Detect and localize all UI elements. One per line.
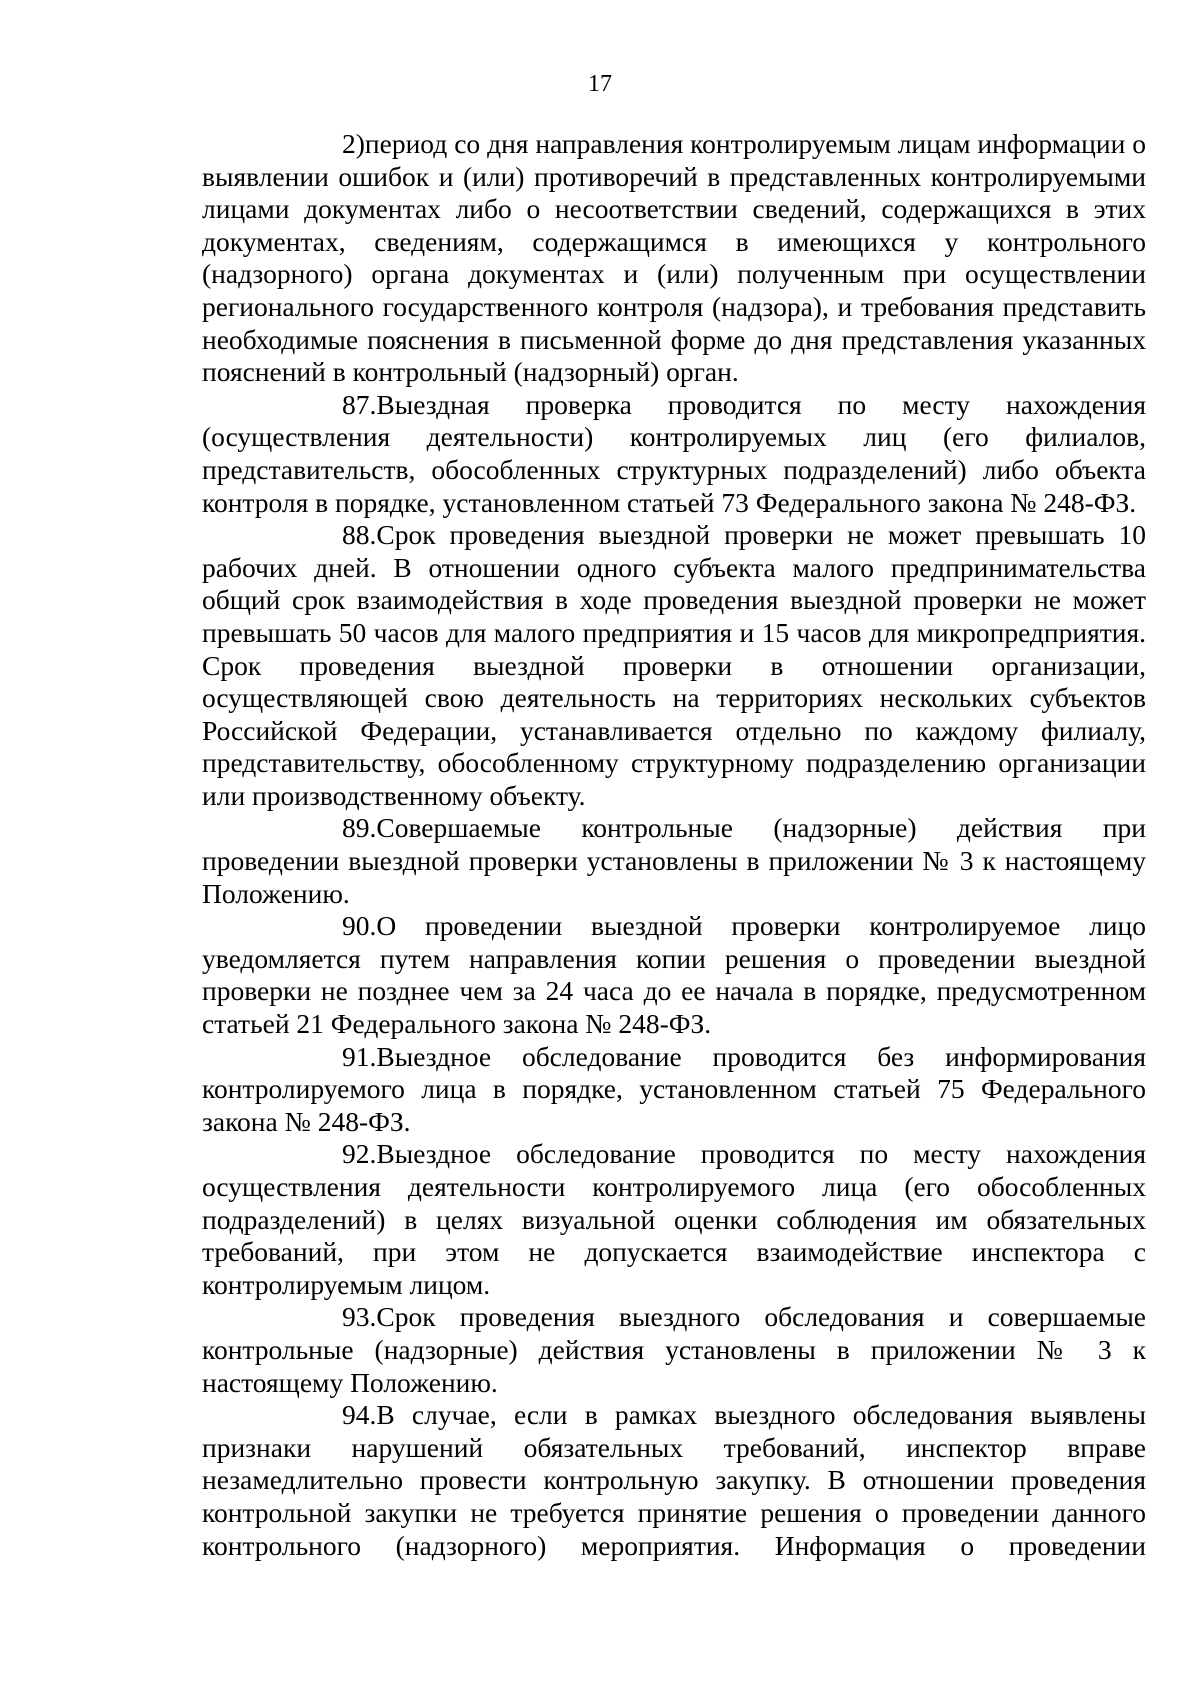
paragraph-93 xyxy=(202,1301,1146,1399)
paragraph-number: 87. xyxy=(342,388,377,420)
paragraph-88 xyxy=(202,519,1146,812)
paragraph-89 xyxy=(202,812,1146,910)
paragraph-text: Совершаемые контрольные (надзорные) действия при проведении выездной проверки установлены в приложении № 3 к настоящему Положению. xyxy=(202,812,1146,909)
paragraph-number: 94. xyxy=(342,1399,377,1431)
paragraph-text: Срок проведения выездной проверки не может превышать 10 рабочих дней. В отношении одного субъекта малого предпринимательства общий срок взаимодействия в ходе проведения выездной проверки не может превышать 50 часов для малого предприятия и 15 часов для микропредприятия. Срок проведения выездной проверки в отношении организации, осуществляющей свою деятельность на территориях нескольких субъектов Российской Федерации, устанавливается отдельно по каждому филиалу, представительству, обособленному структурному подразделению организации или производственному объекту. xyxy=(202,519,1146,811)
paragraph-92 xyxy=(202,1138,1146,1301)
paragraph-2 xyxy=(202,128,1146,389)
paragraph-number: 92. xyxy=(342,1138,377,1170)
paragraph-94 xyxy=(202,1399,1146,1562)
paragraph-91 xyxy=(202,1041,1146,1139)
document-body xyxy=(202,128,1146,1562)
paragraph-number: 93. xyxy=(342,1301,377,1333)
paragraph-number: 89. xyxy=(342,812,377,844)
paragraph-text: Срок проведения выездного обследования и совершаемые контрольные (надзорные) действия установлены в приложении № 3 к настоящему Положению. xyxy=(202,1301,1146,1398)
paragraph-text: период со дня направления контролируемым лицам информации о выявлении ошибок и (или) противоречий в представленных контролируемыми лицами документах либо о несоответствии сведений, содержащихся в этих документах, сведениям, содержащимся в имеющихся у контрольного (надзорного) органа документах и (или) полученным при осуществлении регионального государственного контроля (надзора), и требования представить необходимые пояснения в письменной форме до дня представления указанных пояснений в контрольный (надзорный) орган. xyxy=(202,128,1146,388)
paragraph-number: 91. xyxy=(342,1040,377,1072)
paragraph-text: Выездное обследование проводится по месту нахождения осуществления деятельности контролируемого лица (его обособленных подразделений) в целях визуальной оценки соблюдения им обязательных требований, при этом не допускается взаимодействие инспектора с контролируемым лицом. xyxy=(202,1138,1146,1300)
page-number: 17 xyxy=(588,71,612,97)
paragraph-number: 88. xyxy=(342,519,377,551)
paragraph-number: 2) xyxy=(342,128,365,159)
paragraph-text: Выездное обследование проводится без информирования контролируемого лица в порядке, установленном статьей 75 Федерального закона № 248-ФЗ. xyxy=(202,1040,1146,1137)
paragraph-text: О проведении выездной проверки контролируемое лицо уведомляется путем направления копии решения о проведении выездной проверки не позднее чем за 24 часа до ее начала в порядке, предусмотренном статьей 21 Федерального закона № 248-ФЗ. xyxy=(202,910,1146,1040)
paragraph-number: 90. xyxy=(342,910,377,942)
paragraph-87 xyxy=(202,389,1146,519)
paragraph-text: В случае, если в рамках выездного обследования выявлены признаки нарушений обязательных требований, инспектор вправе незамедлительно провести контрольную закупку. В отношении проведения контрольной закупки не требуется принятие решения о проведении данного контрольного (надзорного) мероприятия. Информация о проведении xyxy=(202,1399,1146,1561)
paragraph-90 xyxy=(202,910,1146,1040)
paragraph-text: Выездная проверка проводится по месту нахождения (осуществления деятельности) контролируемых лиц (его филиалов, представительств, обособленных структурных подразделений) либо объекта контроля в порядке, установленном статьей 73 Федерального закона № 248-ФЗ. xyxy=(202,388,1146,518)
